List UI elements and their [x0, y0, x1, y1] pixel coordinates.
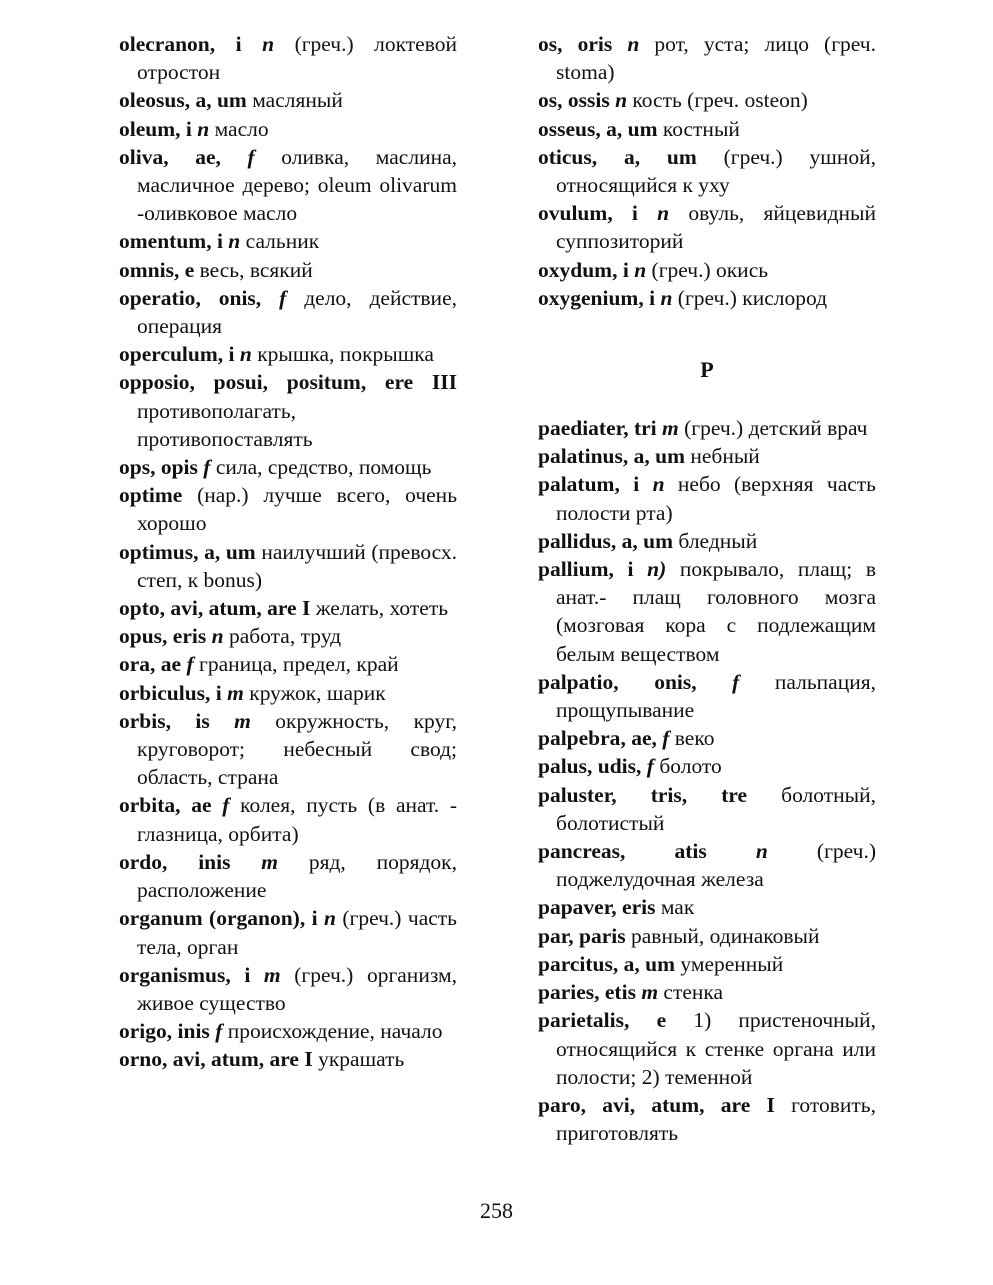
entry-translation: (греч.) детский врач: [678, 416, 868, 441]
entry-headword: optime: [119, 483, 183, 508]
entry-grammar: , i: [209, 32, 263, 56]
entry-gender: f: [203, 455, 211, 480]
entry-grammar: , a, um: [622, 444, 691, 469]
entry-grammar: , i: [217, 342, 240, 367]
entry-translation: (греч.) кислород: [672, 285, 828, 310]
entry-grammar: , a, um: [610, 528, 679, 553]
entry-gender: n: [660, 285, 673, 310]
entry-grammar: , atis: [620, 839, 756, 864]
entry-translation: крышка, покрышка: [251, 342, 434, 367]
dictionary-entry: [119, 30, 457, 86]
entry-translation: ряд, порядок, расположение: [137, 849, 457, 903]
entry-grammar: , ae: [175, 793, 223, 818]
entry-headword: os: [538, 88, 558, 113]
entry-headword: orbita: [119, 793, 176, 818]
entry-grammar: , ae: [150, 652, 187, 677]
entry-headword: ovulum: [538, 201, 608, 226]
entry-translation: кость (греч. osteon): [627, 88, 808, 113]
entry-headword: oxydum: [538, 257, 613, 282]
entry-translation: пальпация, прощупывание: [556, 669, 876, 723]
entry-grammar: , a, um: [193, 539, 262, 564]
entry-grammar: , is: [165, 708, 235, 733]
entry-translation: болотный, болотистый: [556, 782, 876, 835]
entry-grammar: , ae,: [163, 144, 248, 169]
entry-headword: oleum: [119, 116, 176, 141]
entry-headword: paluster: [538, 782, 612, 807]
entry-grammar: , e: [173, 257, 200, 282]
entry-translation: украшать: [318, 1047, 405, 1072]
entry-translation: (греч.) окись: [646, 257, 769, 282]
entry-headword: olecranon: [119, 32, 210, 56]
dictionary-entry: [538, 781, 876, 837]
dictionary-entry: [119, 904, 457, 960]
dictionary-entry: [119, 538, 457, 594]
entry-gender: m: [641, 980, 659, 1005]
entry-headword: pancreas: [538, 839, 621, 864]
entry-headword: papaver: [538, 895, 612, 920]
entry-gender: n: [211, 624, 224, 649]
entry-translation: рот, уста; лицо (греч. stoma): [556, 32, 876, 85]
entry-translation: происхождение, начало: [222, 1019, 443, 1044]
right-column-p-entries: [538, 414, 876, 1147]
entry-grammar: , inis: [162, 849, 262, 874]
entry-gender: n: [228, 229, 241, 254]
entry-gender: n: [324, 906, 336, 931]
entry-headword: orno: [119, 1047, 162, 1072]
dictionary-entry: [119, 481, 457, 537]
entry-gender: n: [262, 32, 275, 56]
dictionary-entry: [538, 724, 876, 752]
entry-gender: f: [222, 793, 230, 818]
dictionary-entry: [119, 791, 457, 847]
dictionary-entry: [119, 1017, 457, 1045]
entry-translation: болото: [653, 754, 722, 779]
entry-headword: palpatio: [538, 669, 614, 694]
entry-headword: ora: [119, 652, 151, 677]
entry-grammar: , i: [608, 557, 648, 582]
dictionary-entry: [538, 837, 876, 893]
entry-grammar: , i: [638, 285, 661, 310]
entry-headword: opto: [119, 596, 160, 621]
entry-headword: os: [538, 32, 558, 56]
entry-translation: дело, действие, операция: [137, 285, 457, 339]
entry-grammar: , ae,: [620, 726, 663, 751]
entry-headword: origo: [119, 1019, 167, 1044]
entry-translation: наилучший (превосх. степ, к bonus): [137, 539, 457, 592]
entry-gender: m: [227, 680, 244, 705]
dictionary-entry: [119, 622, 457, 650]
entry-headword: oticus: [538, 144, 592, 169]
dictionary-entry: [119, 115, 457, 143]
entry-headword: palus: [538, 754, 588, 779]
entry-grammar: , etis: [594, 980, 642, 1005]
entry-headword: osseus: [538, 116, 596, 141]
entry-grammar: , onis,: [613, 669, 733, 694]
dictionary-entry: [538, 115, 876, 143]
dictionary-entry: [538, 950, 876, 978]
entry-gender: n): [647, 557, 667, 582]
entry-grammar: , inis: [166, 1019, 216, 1044]
entry-translation: сальник: [240, 229, 320, 254]
dictionary-entry: [119, 227, 457, 255]
entry-headword: pallium: [538, 557, 609, 582]
entry-grammar: , eris: [162, 624, 212, 649]
entry-gender: n: [627, 32, 640, 56]
entry-translation: окружность, круг, круговорот; небесный свод; область, страна: [137, 708, 457, 790]
entry-grammar: , i: [175, 116, 198, 141]
entry-translation: мак: [660, 895, 695, 920]
entry-translation: равный, одинаковый: [631, 923, 820, 948]
entry-headword: omnis: [119, 257, 174, 282]
entry-grammar: , a, um: [184, 88, 253, 113]
entry-grammar: , i: [614, 472, 653, 497]
dictionary-entry: [119, 1045, 457, 1073]
entry-gender: n: [615, 88, 628, 113]
entry-translation: 1) пристеночный, относящийся к стенке органа или полости; 2) теменной: [556, 1008, 877, 1089]
entry-translation: сила, средство, помощь: [210, 455, 432, 480]
entry-translation: оливка, маслина, масличное дерево; oleum olivarum -оливковое масло: [137, 144, 458, 226]
entry-translation: (греч.) поджелудочная железа: [556, 839, 876, 892]
entry-grammar: , i: [205, 680, 228, 705]
dictionary-entry: [538, 555, 876, 668]
entry-gender: n: [755, 839, 768, 864]
entry-headword: organismus: [119, 962, 226, 987]
dictionary-entry: [119, 86, 457, 114]
entry-headword: paro: [538, 1092, 581, 1117]
entry-gender: f: [662, 726, 670, 751]
entry-translation: овуль, яйцевидный суппозиторий: [556, 201, 876, 254]
entry-headword: oliva: [119, 144, 164, 169]
entry-translation: желать, хотеть: [315, 596, 449, 621]
dictionary-entry: [119, 707, 457, 792]
entry-grammar: , ossis: [557, 88, 616, 113]
dictionary-entry: [538, 414, 876, 442]
dictionary-entry: [119, 848, 457, 904]
entry-grammar: , onis,: [195, 285, 280, 310]
entry-grammar: , eris: [611, 895, 661, 920]
dictionary-entry: [538, 1091, 876, 1147]
entry-gender: n: [657, 201, 670, 226]
section-letter-heading: P: [700, 357, 714, 383]
dictionary-entry: [538, 527, 876, 555]
entry-translation: готовить, приготовлять: [556, 1092, 876, 1146]
entry-gender: n: [197, 116, 210, 141]
entry-headword: omentum: [119, 229, 207, 254]
entry-grammar: , a, um: [612, 951, 681, 976]
entry-headword: orbiculus: [119, 680, 206, 705]
entry-translation: кружок, шарик: [243, 680, 386, 705]
entry-translation: небо (верхняя часть полости рта): [556, 472, 876, 525]
entry-headword: palatinus: [538, 444, 623, 469]
entry-gender: f: [646, 754, 654, 779]
entry-translation: веко: [669, 726, 715, 751]
entry-grammar: , i: [612, 257, 635, 282]
dictionary-entry: [538, 470, 876, 526]
entry-grammar: , i: [607, 201, 658, 226]
entry-translation: (греч.) часть тела, орган: [137, 906, 457, 959]
entry-translation: масло: [209, 116, 269, 141]
entry-gender: n: [239, 342, 252, 367]
entry-translation: костный: [662, 116, 740, 141]
dictionary-entry: [119, 284, 457, 340]
entry-headword: paediater: [538, 416, 624, 441]
entry-gender: f: [215, 1019, 223, 1044]
entry-translation: (нар.) лучше всего, очень хорошо: [137, 483, 457, 536]
dictionary-entry: [538, 199, 876, 255]
dictionary-entry: [119, 453, 457, 481]
entry-grammar: , avi, atum, are I: [162, 1047, 319, 1072]
entry-grammar: , a, um: [591, 144, 724, 169]
entry-headword: par: [538, 923, 569, 948]
dictionary-entry: [538, 668, 876, 724]
entry-translation: бледный: [678, 528, 758, 553]
entry-headword: ordo: [119, 849, 162, 874]
dictionary-entry: [119, 679, 457, 707]
entry-translation: граница, предел, край: [193, 652, 399, 677]
entry-headword: oxygenium: [538, 285, 639, 310]
entry-grammar: , i: [299, 906, 324, 931]
entry-translation: небный: [690, 444, 760, 469]
entry-translation: покрывало, плащ; в анат.- плащ головного мозга (мозговая кора с подлежащим белым веществом: [556, 557, 876, 666]
entry-headword: paries: [538, 980, 595, 1005]
entry-grammar: , tris, tre: [611, 782, 782, 807]
entry-headword: parietalis: [538, 1008, 624, 1033]
entry-gender: f: [247, 144, 255, 169]
entry-gender: m: [234, 708, 251, 733]
entry-headword: organum (organon): [119, 906, 300, 931]
entry-grammar: , opis: [150, 455, 204, 480]
dictionary-entry: [538, 284, 876, 312]
dictionary-entry: [538, 922, 876, 950]
dictionary-entry: [538, 1006, 876, 1091]
entry-translation: противополагать, противопоставлять: [137, 398, 313, 451]
page-number: 258: [480, 1198, 513, 1223]
entry-headword: opposio: [119, 370, 190, 395]
entry-gender: n: [634, 257, 647, 282]
entry-grammar: , e: [624, 1008, 694, 1033]
dictionary-entry: [119, 256, 457, 284]
entry-headword: pallidus: [538, 528, 611, 553]
entry-grammar: , udis,: [587, 754, 647, 779]
entry-translation: работа, труд: [223, 624, 342, 649]
entry-gender: n: [652, 472, 665, 497]
entry-grammar: , i: [206, 229, 229, 254]
dictionary-entry: [538, 30, 876, 86]
entry-translation: умеренный: [680, 951, 784, 976]
entry-grammar: [182, 483, 197, 507]
entry-gender: m: [263, 962, 281, 987]
entry-headword: parcitus: [538, 951, 613, 976]
dictionary-entry: [538, 978, 876, 1006]
dictionary-entry: [538, 256, 876, 284]
entry-translation: весь, всякий: [199, 257, 313, 282]
entry-headword: optimus: [119, 539, 194, 564]
entry-translation: стенка: [658, 980, 724, 1005]
entry-gender: m: [261, 849, 279, 874]
entry-grammar: , avi, atum, are I: [159, 596, 316, 621]
entry-grammar: , tri: [623, 416, 663, 441]
entry-headword: palatum: [538, 472, 615, 497]
right-column: [538, 30, 876, 1147]
entry-headword: operculum: [119, 342, 218, 367]
entry-gender: m: [662, 416, 679, 441]
dictionary-entry: [119, 594, 457, 622]
entry-translation: масляный: [252, 88, 343, 113]
dictionary-entry: [538, 893, 876, 921]
entry-translation: (греч.) ушной, относящийся к уху: [556, 144, 876, 198]
entry-headword: opus: [119, 624, 163, 649]
entry-grammar: , paris: [568, 923, 631, 948]
dictionary-entry: [538, 86, 876, 114]
dictionary-entry: [119, 961, 457, 1017]
left-column: [119, 30, 457, 1074]
right-column-o-entries: [538, 30, 876, 312]
entry-headword: ops: [119, 455, 151, 480]
entry-gender: f: [732, 669, 740, 694]
entry-headword: orbis: [119, 708, 166, 733]
dictionary-entry: [538, 752, 876, 780]
entry-headword: oleosus: [119, 88, 185, 113]
dictionary-entry: [538, 442, 876, 470]
entry-gender: f: [186, 652, 194, 677]
entry-grammar: , posui, positum, ere III: [189, 370, 457, 395]
dictionary-entry: [119, 650, 457, 678]
entry-grammar: , i: [225, 962, 264, 987]
dictionary-entry: [119, 368, 457, 453]
entry-translation: колея, пусть (в анат. - глазница, орбита): [137, 793, 458, 846]
entry-grammar: , avi, atum, are I: [580, 1092, 792, 1117]
entry-headword: palpebra: [538, 726, 621, 751]
dictionary-entry: [538, 143, 876, 199]
entry-translation: (греч.) локтевой отростон: [137, 32, 457, 85]
entry-grammar: , oris: [557, 32, 628, 56]
entry-gender: f: [279, 285, 287, 310]
entry-headword: operatio: [119, 285, 196, 310]
dictionary-entry: [119, 340, 457, 368]
entry-grammar: , a, um: [595, 116, 663, 141]
dictionary-entry: [119, 143, 457, 228]
entry-translation: (греч.) организм, живое существо: [137, 962, 457, 1015]
